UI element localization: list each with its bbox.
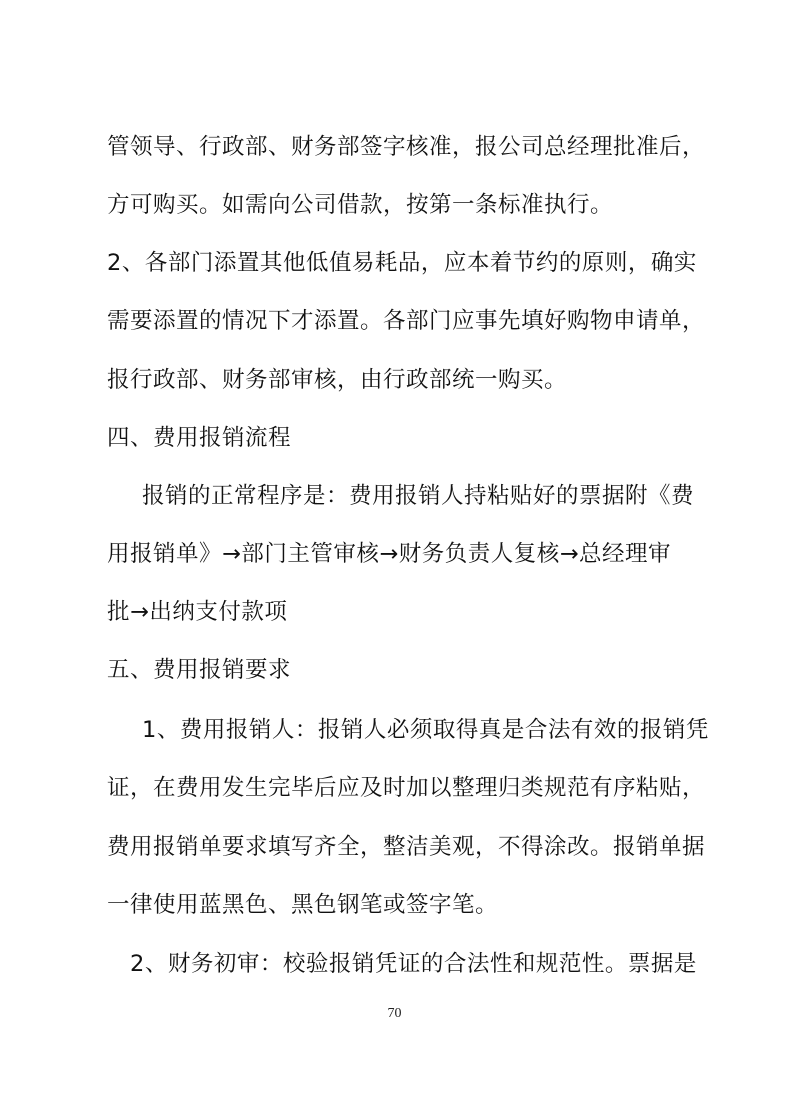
section-heading: 四、费用报销流程 [107,425,292,451]
text-line: 批→出纳支付款项 [107,599,288,625]
text-line: 1、费用报销人：报销人必须取得真是合法有效的报销凭 [142,717,709,743]
text-line: 用报销单》→部门主管审核→财务负责人复核→总经理审 [107,541,672,567]
text-line: 管领导、行政部、财务部签字核准，报公司总经理批准后， [107,134,706,160]
text-line: 报销的正常程序是：费用报销人持粘贴好的票据附《费 [142,483,695,509]
page-number: 70 [387,1006,402,1021]
text-line: 需要添置的情况下才添置。各部门应事先填好购物申请单， [107,308,706,334]
text-line: 一律使用蓝黑色、黑色钢笔或签字笔。 [107,892,499,918]
text-line: 2、各部门添置其他低值易耗品，应本着节约的原则，确实 [107,250,697,276]
text-line: 报行政部、财务部审核，由行政部统一购买。 [107,367,568,393]
section-heading: 五、费用报销要求 [107,657,292,683]
text-line: 2、财务初审：校验报销凭证的合法性和规范性。票据是 [130,951,697,977]
text-line: 费用报销单要求填写齐全，整洁美观，不得涂改。报销单据 [107,834,706,860]
text-line: 方可购买。如需向公司借款，按第一条标准执行。 [107,192,614,218]
text-line: 证，在费用发生完毕后应及时加以整理归类规范有序粘贴， [107,775,706,801]
